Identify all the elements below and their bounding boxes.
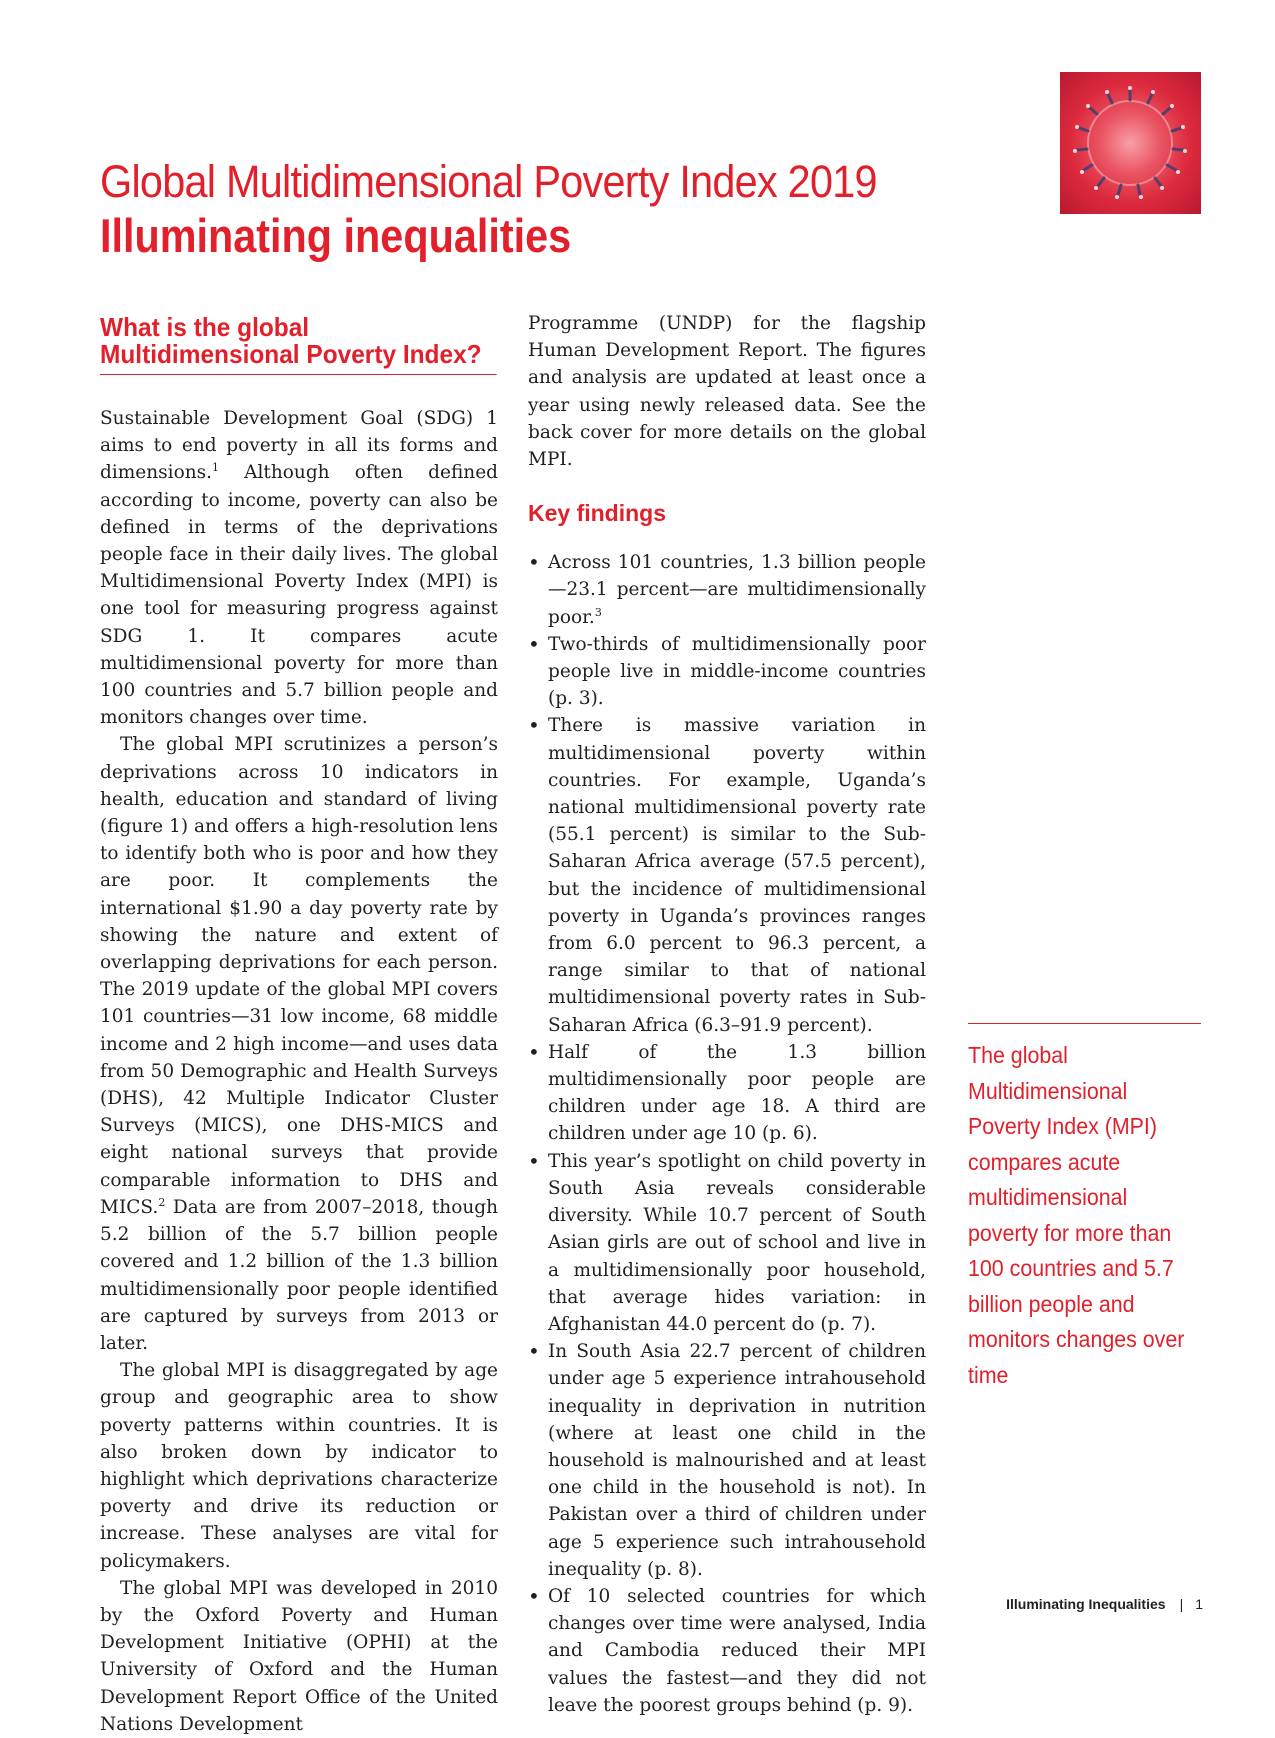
list-item: • This year’s spotlight on child poverty in South Asia reveals considerable diversity. While 10.7 percent of South Asian girls are out of school and live in a multidimensionally poor household, that average hides variation: in Afghanistan 44.0 percent do (p. 7). — [528, 1148, 926, 1338]
left-column — [100, 310, 498, 1738]
cover-illustration — [1060, 72, 1201, 214]
list-item: • Of 10 selected countries for which changes over time were analysed, India and Cambodia reduced their MPI values the fastest—and they did not leave the poorest groups behind (p. 9). — [528, 1583, 926, 1719]
paragraph-3: The global MPI is disaggregated by age group and geographic area to show poverty patterns within countries. It is also broken down by indicator to highlight which deprivations characterize poverty and drive its reduction or increase. These analyses are vital for policymakers. — [100, 1360, 498, 1572]
section-heading-line1: What is the global — [100, 312, 310, 342]
list-item: • In South Asia 22.7 percent of children under age 5 experience intrahousehold inequality in deprivation in nutrition (where at least one child in the household is malnourished and at least one child in the household is not). In Pakistan over a third of children under age 5 experience such intrahousehold inequality (p. 8). — [528, 1338, 926, 1583]
footer-title: Illuminating Inequalities — [1006, 1596, 1166, 1612]
paragraph-continuation: Programme (UNDP) for the flagship Human Development Report. The figures and analysis are updated at least once a year using newly released data. See the back cover for more details on the global MPI. — [528, 313, 926, 471]
key-findings-list — [528, 549, 926, 1719]
list-item: • There is massive variation in multidimensional poverty within countries. For example, Uganda’s national multidimensional poverty rate (55.1 percent) is similar to the Sub-Saharan Africa average (57.5 percent), but the incidence of multidimensional poverty in Uganda’s provinces ranges from 6.0 percent to 96.3 percent, a range similar to that of national multidimensional poverty rates in Sub-Saharan Africa (6.3–91.9 percent). — [528, 712, 926, 1038]
report-title: Global Multidimensional Poverty Index 2019 — [100, 156, 877, 207]
paragraph-2: The global MPI scrutinizes a person’s deprivations across 10 indicators in health, education and standard of living (figure 1) and offers a high-resolution lens to identify both who is poor and how they are poor. It complements the international $1.90 a day poverty rate by showing the nature and extent of overlapping deprivations for each person. The 2019 update of the global MPI covers 101 countries—31 low income, 68 middle income and 2 high income—and uses data from 50 Demographic and Health Surveys (DHS), 42 Multiple Indicator Cluster Surveys (MICS), one DHS-MICS and eight national surveys that provide comparable information to DHS and MICS.$^2$ Data are from 2007–2018, though 5.2 billion of the 5.7 billion people covered and 1.2 billion of the 1.3 billion multidimensionally poor people identified are captured by surveys from 2013 or later. — [100, 734, 498, 1354]
list-item: • Half of the 1.3 billion multidimensionally poor people are children under age 18. A third are children under age 10 (p. 6). — [528, 1039, 926, 1148]
key-findings-heading: Key findings — [528, 500, 667, 527]
paragraph-1: Sustainable Development Goal (SDG) 1 aims to end poverty in all its forms and dimensions.$^1$ Although often defined according to income, poverty can also be defined in terms of the deprivations people face in their daily lives. The global Multidimensional Poverty Index (MPI) is one tool for measuring progress against SDG 1. It compares acute multidimensional poverty for more than 100 countries and 5.7 billion people and monitors changes over time. — [100, 408, 498, 729]
section-heading — [100, 314, 497, 375]
middle-column — [528, 310, 926, 1719]
section-heading-line2: Multidimensional Poverty Index? — [100, 339, 482, 369]
paragraph-4: The global MPI was developed in 2010 by the Oxford Poverty and Human Development Initiative (OPHI) at the University of Oxford and the Human Development Report Office of the United Nations Development — [100, 1577, 498, 1735]
list-item: • Two-thirds of multidimensionally poor people live in middle-income countries (p. 3). — [528, 631, 926, 713]
page-number: 1 — [1195, 1596, 1203, 1612]
page-footer — [1006, 1596, 1203, 1612]
list-item: • Across 101 countries, 1.3 billion people—23.1 percent—are multidimensionally poor.$^3$ — [528, 549, 926, 631]
footer-separator: | — [1179, 1596, 1184, 1612]
pull-quote: The global Multidimensional Poverty Index (MPI) compares acute multidimensional poverty for more than 100 countries and 5.7 billion people and monitors changes over time — [968, 1042, 1185, 1388]
report-subtitle: Illuminating inequalities — [100, 209, 572, 262]
pull-quote-rule — [968, 1023, 1201, 1024]
